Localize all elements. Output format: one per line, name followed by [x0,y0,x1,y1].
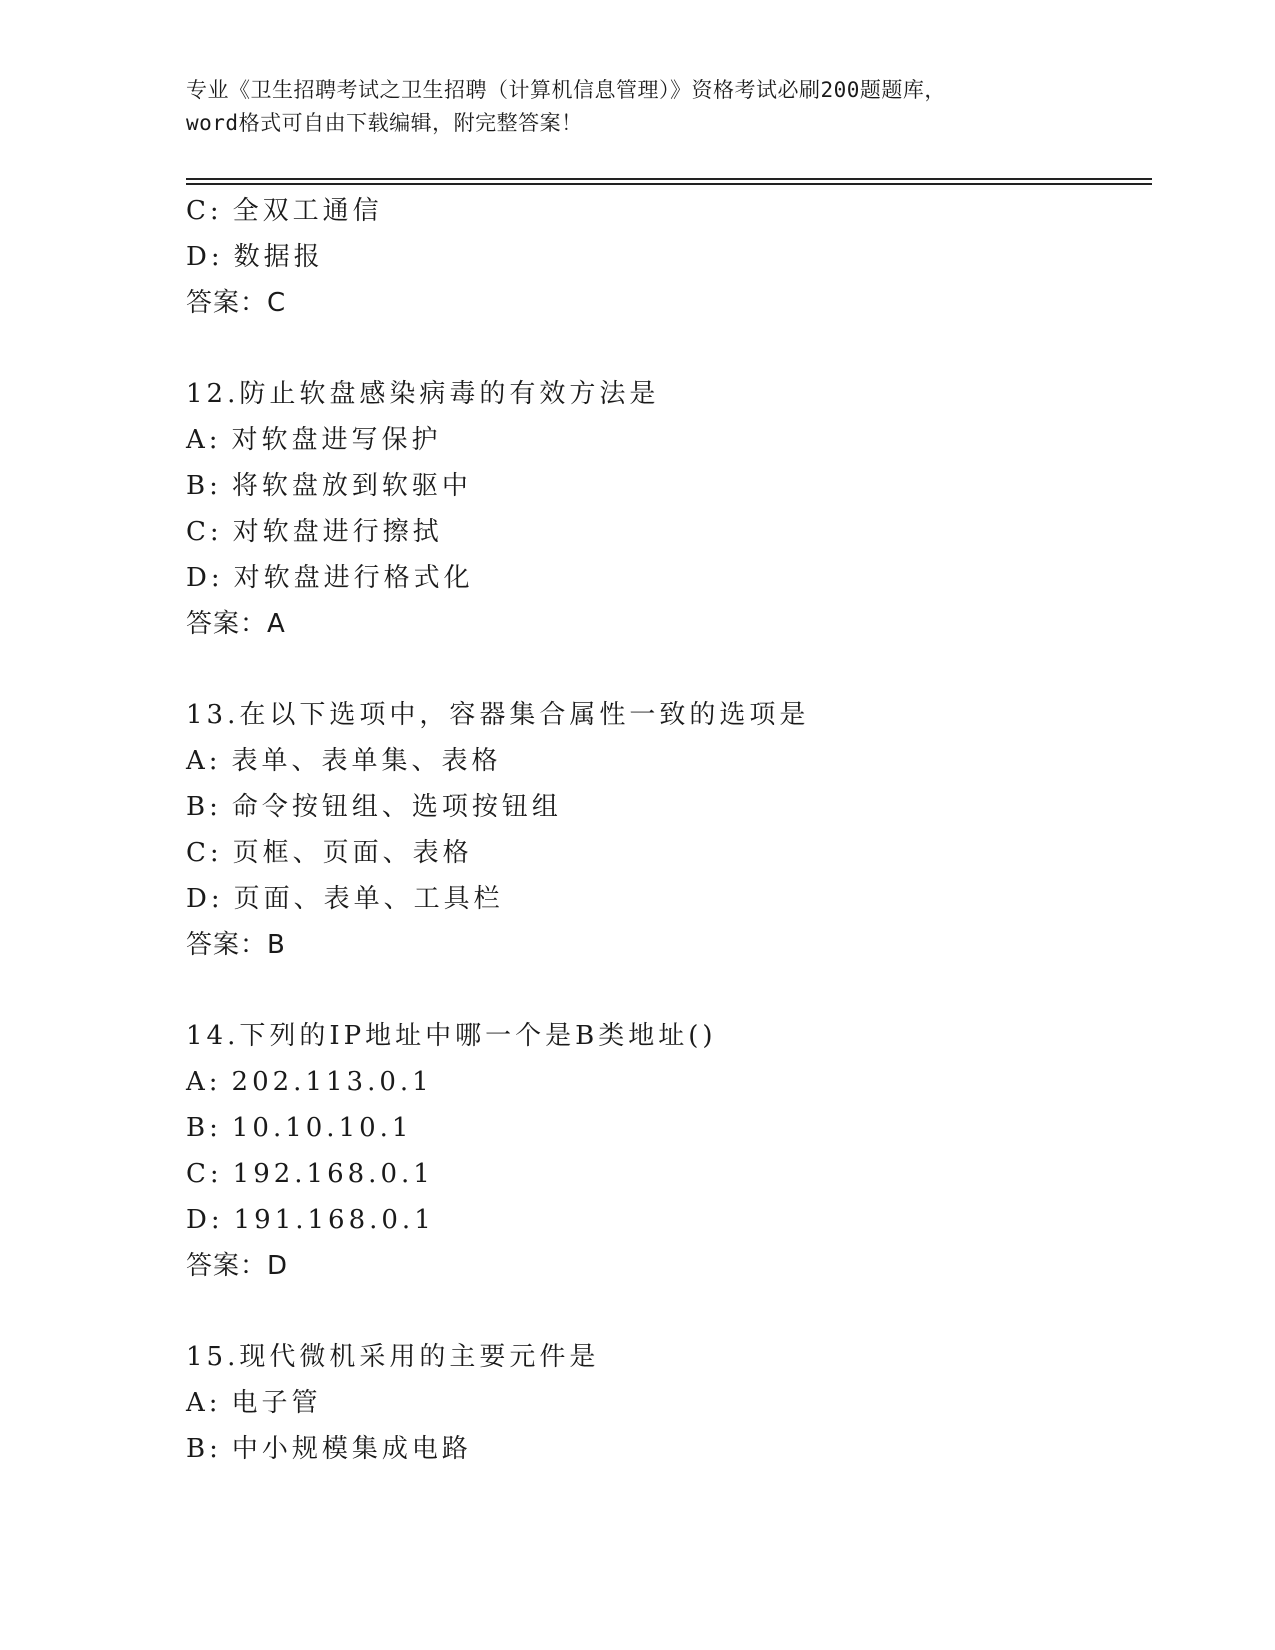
question-14 [186,1013,1146,1289]
question-title: 14.下列的IP地址中哪一个是B类地址() [186,1021,717,1051]
option-d: D: 191.168.0.1 [186,1205,435,1235]
answer-line: 答案：A [186,609,286,639]
answer-line: 答案：B [186,930,286,960]
question-list [186,188,1146,1472]
option-b: B: 命令按钮组、选项按钮组 [186,792,562,822]
question-title: 13.在以下选项中，容器集合属性一致的选项是 [186,700,810,730]
question-11-tail [186,188,1146,326]
option-c: C: 对软盘进行擦拭 [186,517,443,547]
document-header [186,74,1086,140]
option-c: C: 192.168.0.1 [186,1159,434,1189]
option-c: C: 全双工通信 [186,196,383,226]
answer-line: 答案：C [186,288,287,318]
option-b: B: 中小规模集成电路 [186,1434,472,1464]
header-divider-bottom [186,183,1152,185]
option-b: B: 10.10.10.1 [186,1113,413,1143]
option-d: D: 对软盘进行格式化 [186,563,474,593]
question-title: 12.防止软盘感染病毒的有效方法是 [186,379,660,409]
option-a: A: 电子管 [186,1388,322,1418]
option-a: A: 对软盘进写保护 [186,425,442,455]
option-a: A: 表单、表单集、表格 [186,746,502,776]
question-12 [186,371,1146,647]
header-divider-top [186,178,1152,180]
option-b: B: 将软盘放到软驱中 [186,471,472,501]
question-13 [186,692,1146,968]
option-a: A: 202.113.0.1 [186,1067,433,1097]
option-d: D: 数据报 [186,242,324,272]
question-title: 15.现代微机采用的主要元件是 [186,1342,600,1372]
question-15 [186,1334,1146,1472]
header-title-line2: word格式可自由下载编辑，附完整答案！ [186,111,583,135]
header-title-line1: 专业《卫生招聘考试之卫生招聘（计算机信息管理）》资格考试必刷200题题库， [186,78,946,102]
answer-line: 答案：D [186,1251,289,1281]
option-d: D: 页面、表单、工具栏 [186,884,504,914]
option-c: C: 页框、页面、表格 [186,838,473,868]
